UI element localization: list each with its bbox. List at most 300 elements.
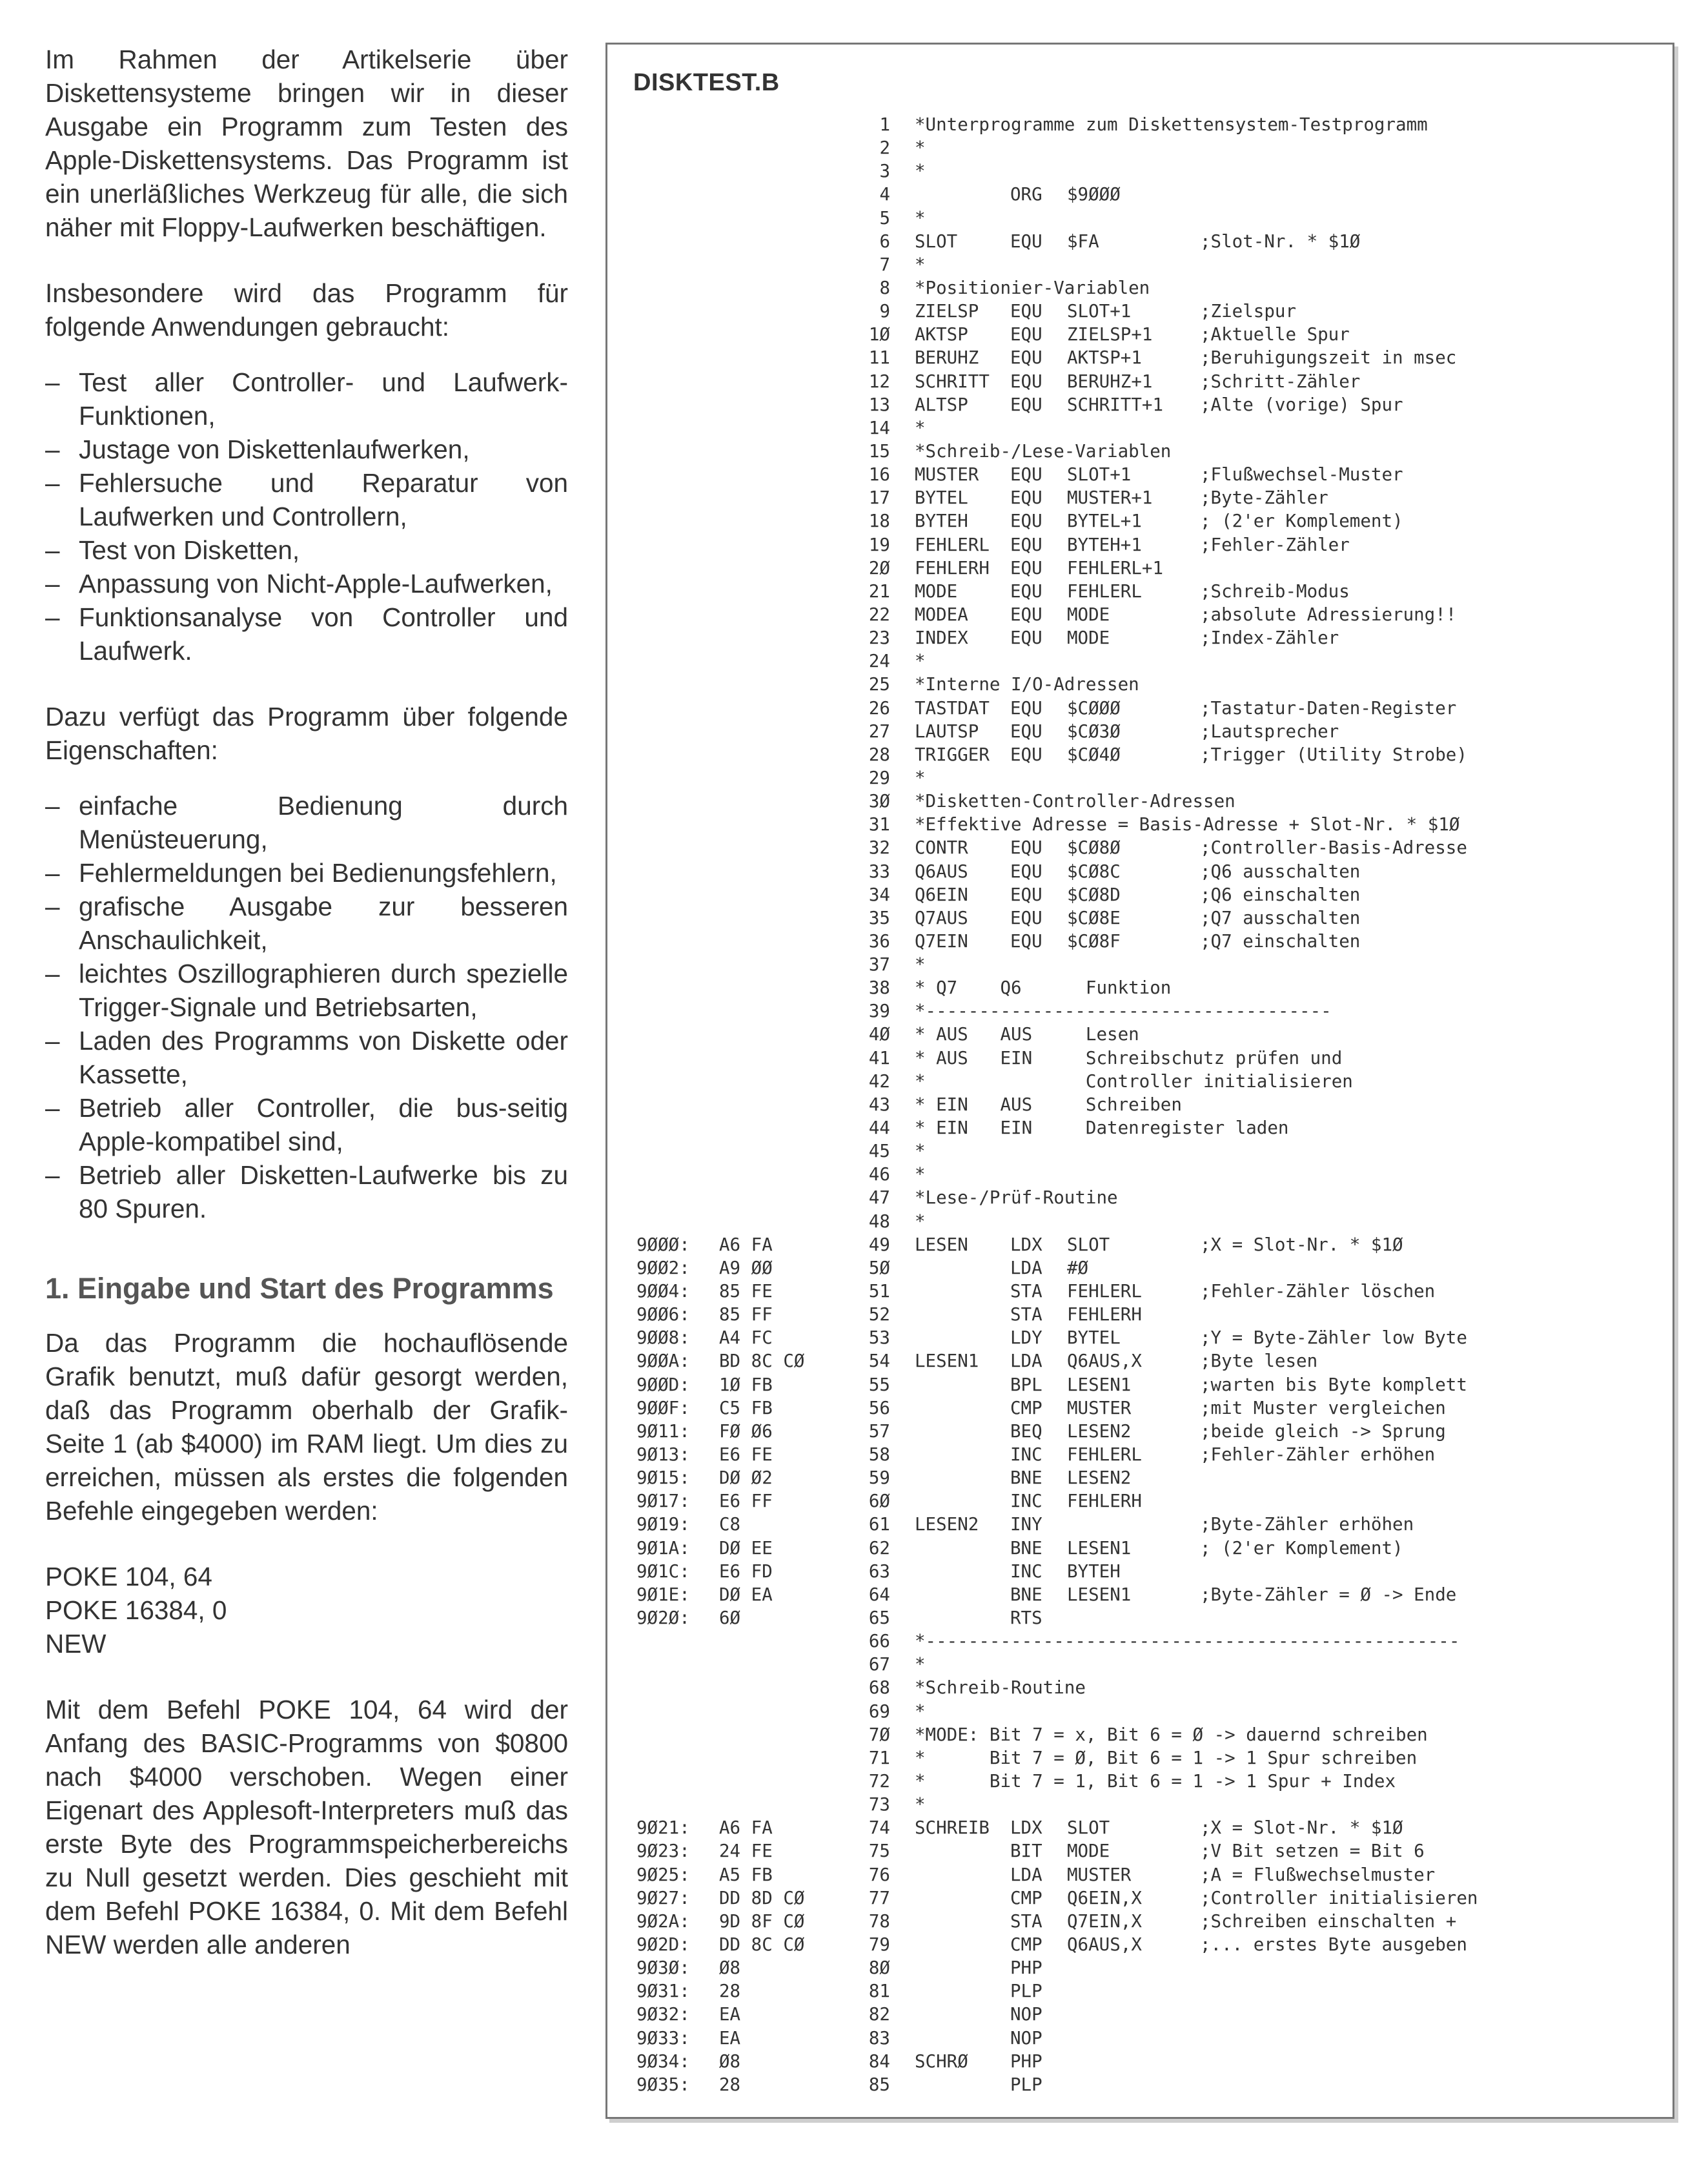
operand: $CØ8F	[1067, 930, 1121, 952]
object-bytes	[719, 1070, 832, 1093]
listing-line	[636, 1210, 1478, 1233]
comment-line: *Schreib-Routine	[915, 1677, 1086, 1699]
listing-line	[636, 276, 1478, 300]
code-label: CONTR	[915, 837, 968, 859]
object-bytes: A5 FB	[719, 1864, 773, 1885]
opcode: LDA	[1010, 1351, 1042, 1372]
comment-line: *Schreib-/Lese-Variablen	[915, 440, 1172, 462]
listing-line	[636, 2050, 1478, 2073]
code-comment: ;Fehler-Zähler erhöhen	[1200, 1444, 1436, 1466]
comment-line: *--------------------------------------	[915, 1001, 1332, 1022]
object-bytes: DD 8C CØ	[719, 1934, 805, 1955]
object-bytes	[719, 1653, 832, 1676]
operand: SLOT	[1067, 1234, 1110, 1255]
memory-address: 9Ø3Ø:	[636, 1957, 690, 1979]
section-heading: 1. Eingabe und Start des Programms	[45, 1272, 554, 1305]
line-number: 47	[868, 1187, 890, 1209]
opcode: PHP	[1010, 1957, 1042, 1979]
code-label: LESEN2	[915, 1514, 979, 1535]
object-bytes	[719, 440, 832, 463]
object-bytes	[719, 533, 832, 557]
opcode: LDA	[1010, 1864, 1042, 1885]
opcode: PLP	[1010, 1981, 1042, 2002]
memory-address	[636, 1163, 719, 1186]
code-label	[915, 1979, 1010, 2003]
line-number: 61	[868, 1514, 890, 1535]
opcode: LDX	[1010, 1817, 1042, 1839]
line-number: 19	[868, 534, 890, 555]
object-bytes	[719, 370, 832, 393]
memory-address: 9ØØA:	[636, 1351, 690, 1372]
comment-line: * Q7 Q6 Funktion	[915, 977, 1172, 999]
object-bytes: DØ Ø2	[719, 1467, 773, 1489]
memory-address: 9ØØ6:	[636, 1304, 690, 1325]
object-bytes: Ø8	[719, 2050, 741, 2072]
listing-line	[636, 883, 1478, 906]
object-bytes: DØ EA	[719, 1584, 773, 1605]
memory-address: 9Ø34:	[636, 2050, 690, 2072]
object-bytes	[719, 486, 832, 509]
line-number: 63	[868, 1560, 890, 1582]
line-number: 55	[868, 1374, 890, 1395]
comment-line: *	[915, 1794, 926, 1815]
object-bytes: FØ Ø6	[719, 1420, 773, 1442]
object-bytes: 85 FF	[719, 1304, 773, 1325]
opcode: CMP	[1010, 1397, 1042, 1418]
memory-address	[636, 1723, 719, 1746]
code-label	[915, 1420, 1010, 1443]
memory-address	[636, 1186, 719, 1209]
memory-address	[636, 253, 719, 276]
object-bytes	[719, 953, 832, 976]
memory-address: 9Ø27:	[636, 1887, 690, 1908]
object-bytes	[719, 1676, 832, 1699]
object-bytes: 28	[719, 2074, 741, 2095]
opcode: BNE	[1010, 1584, 1042, 1605]
line-number: 11	[868, 347, 890, 369]
listing-line	[636, 1793, 1478, 1816]
memory-address	[636, 1116, 719, 1140]
object-bytes: 28	[719, 1981, 741, 2002]
listing-line	[636, 113, 1478, 136]
memory-address: 9Ø31:	[636, 1981, 690, 2002]
line-number: 67	[868, 1654, 890, 1675]
comment-line: *	[915, 207, 926, 229]
operand: $CØ8D	[1067, 884, 1121, 905]
object-bytes	[719, 136, 832, 159]
code-label	[915, 2003, 1010, 2026]
memory-address	[636, 1210, 719, 1233]
operand: $FA	[1067, 230, 1099, 252]
line-number: 5Ø	[868, 1257, 890, 1278]
line-number: 64	[868, 1584, 890, 1605]
operand: MODE	[1067, 1841, 1110, 1862]
memory-address: 9Ø2Ø:	[636, 1608, 690, 1628]
feature-item: – leichtes Oszillographieren durch spezielle Trigger-Signale und Betriebsarten,	[45, 957, 568, 1024]
line-number: 75	[868, 1841, 890, 1862]
code-label	[915, 1839, 1010, 1863]
code-label: MODEA	[915, 604, 968, 625]
listing-line	[636, 1700, 1478, 1723]
use-item: – Funktionsanalyse von Controller und Laufwerk.	[45, 600, 568, 668]
listing-line	[636, 1910, 1478, 1933]
code-comment: ;Q6 einschalten	[1200, 884, 1361, 905]
memory-address	[636, 790, 719, 813]
listing-line	[636, 1630, 1478, 1653]
operand: $CØ8E	[1067, 907, 1121, 928]
line-number: 13	[868, 394, 890, 415]
line-number: 84	[868, 2050, 890, 2072]
code-label	[915, 1303, 1010, 1326]
code-label	[915, 1886, 1010, 1910]
comment-line: * Controller initialisieren	[915, 1070, 1353, 1092]
line-number: 17	[868, 487, 890, 509]
operand: SCHRITT+1	[1067, 394, 1164, 415]
line-number: 57	[868, 1420, 890, 1442]
line-number: 48	[868, 1211, 890, 1232]
memory-address: 9ØØØ:	[636, 1234, 690, 1255]
object-bytes	[719, 883, 832, 906]
listing-line	[636, 1583, 1478, 1606]
memory-address	[636, 557, 719, 580]
memory-address	[636, 1793, 719, 1816]
listing-line	[636, 1979, 1478, 2003]
memory-address	[636, 813, 719, 836]
opcode: PLP	[1010, 2074, 1042, 2095]
code-comment: ;X = Slot-Nr. * $1Ø	[1200, 1234, 1403, 1255]
code-label: FEHLERH	[915, 557, 990, 578]
comment-line: *	[915, 1141, 926, 1162]
operand: MODE	[1067, 604, 1110, 625]
opcode: LDA	[1010, 1257, 1042, 1278]
code-comment: ;Q7 ausschalten	[1200, 907, 1361, 928]
operand: BYTEL+1	[1067, 511, 1142, 532]
code-comment: ;Q6 ausschalten	[1200, 861, 1361, 882]
comment-line: *	[915, 417, 926, 438]
code-label	[915, 2073, 1010, 2096]
code-comment: ;Aktuelle Spur	[1200, 324, 1350, 345]
object-bytes	[719, 300, 832, 323]
object-bytes	[719, 253, 832, 276]
code-comment: ;Flußwechsel-Muster	[1200, 464, 1403, 485]
line-number: 3	[879, 161, 890, 182]
code-comment: ;Zielspur	[1200, 301, 1297, 322]
operand: $CØ8C	[1067, 861, 1121, 882]
opcode: BEQ	[1010, 1420, 1042, 1442]
comment-line: *	[915, 1164, 926, 1185]
listing-line	[636, 1349, 1478, 1373]
operand	[1067, 1956, 1200, 1979]
line-number: 21	[868, 580, 890, 602]
code-comment: ;A = Flußwechselmuster	[1200, 1864, 1436, 1885]
object-bytes: EA	[719, 2027, 741, 2049]
memory-address: 9ØØD:	[636, 1374, 690, 1395]
object-bytes	[719, 159, 832, 183]
listing-line	[636, 1466, 1478, 1489]
operand: SLOT+1	[1067, 301, 1132, 322]
memory-address: 9Ø11:	[636, 1420, 690, 1442]
code-comment: ;Tastatur-Daten-Register	[1200, 697, 1457, 719]
listing-line	[636, 1723, 1478, 1746]
memory-address	[636, 323, 719, 346]
listing-line	[636, 1420, 1478, 1443]
opcode: BPL	[1010, 1374, 1042, 1395]
code-label	[915, 1863, 1010, 1886]
object-bytes: EA	[719, 2004, 741, 2025]
line-number: 23	[868, 628, 890, 649]
object-bytes	[719, 860, 832, 883]
feature-item: – Betrieb aller Controller, die bus-seitig Apple-kompatibel sind,	[45, 1091, 568, 1158]
line-number: 39	[868, 1001, 890, 1022]
operand: FEHLERH	[1067, 1304, 1142, 1325]
memory-address: 9Ø32:	[636, 2004, 690, 2025]
line-number: 62	[868, 1537, 890, 1559]
opcode: EQU	[1010, 394, 1042, 415]
object-bytes	[719, 1210, 832, 1233]
operand	[1067, 1513, 1200, 1536]
listing-line	[636, 1513, 1478, 1536]
listing-line	[636, 906, 1478, 930]
listing-line	[636, 976, 1478, 999]
operand: LESEN1	[1067, 1537, 1132, 1559]
object-bytes	[719, 626, 832, 649]
object-bytes	[719, 1630, 832, 1653]
memory-address	[636, 743, 719, 766]
line-number: 14	[868, 417, 890, 438]
line-number: 18	[868, 511, 890, 532]
listing-line	[636, 2027, 1478, 2050]
listing-line	[636, 463, 1478, 486]
line-number: 43	[868, 1094, 890, 1115]
uses-list	[45, 365, 568, 668]
opcode: EQU	[1010, 464, 1042, 485]
code-comment: ;Q7 einschalten	[1200, 930, 1361, 952]
code-comment: ;Fehler-Zähler löschen	[1200, 1281, 1436, 1302]
opcode: CMP	[1010, 1887, 1042, 1908]
line-number: 65	[868, 1608, 890, 1628]
listing-line	[636, 509, 1478, 533]
opcode: EQU	[1010, 580, 1042, 602]
line-number: 36	[868, 930, 890, 952]
listing-line	[636, 813, 1478, 836]
line-number: 53	[868, 1327, 890, 1349]
listing-line	[636, 1489, 1478, 1513]
listing-line	[636, 1839, 1478, 1863]
code-label	[915, 1373, 1010, 1396]
listing-line	[636, 1560, 1478, 1583]
object-bytes	[719, 1163, 832, 1186]
code-comment: ; (2'er Komplement)	[1200, 511, 1403, 532]
memory-address	[636, 346, 719, 369]
listing-line	[636, 1537, 1478, 1560]
object-bytes: DØ EE	[719, 1537, 773, 1559]
listing-line	[636, 1770, 1478, 1793]
object-bytes: 24 FE	[719, 1841, 773, 1862]
comment-line: *Effektive Adresse = Basis-Adresse + Slot-Nr. * $1Ø	[915, 814, 1460, 835]
listing-line	[636, 136, 1478, 159]
operand: SLOT	[1067, 1817, 1110, 1839]
code-label: LESEN	[915, 1234, 968, 1255]
code-label	[915, 1280, 1010, 1303]
listing-line	[636, 580, 1478, 603]
operand: LESEN1	[1067, 1584, 1132, 1605]
operand: MUSTER	[1067, 1397, 1132, 1418]
opcode: EQU	[1010, 511, 1042, 532]
listing-line	[636, 1863, 1478, 1886]
memory-address	[636, 580, 719, 603]
line-number: 2Ø	[868, 557, 890, 578]
object-bytes	[719, 673, 832, 696]
operand: $CØØØ	[1067, 697, 1121, 719]
code-comment: ;absolute Adressierung!!	[1200, 604, 1457, 625]
opcode: EQU	[1010, 861, 1042, 882]
memory-address	[636, 1047, 719, 1070]
opcode: LDY	[1010, 1327, 1042, 1349]
listing-line	[636, 1746, 1478, 1770]
listing-line	[636, 1326, 1478, 1349]
opcode: BIT	[1010, 1841, 1042, 1862]
opcode: EQU	[1010, 884, 1042, 905]
listing-line	[636, 1093, 1478, 1116]
line-number: 26	[868, 697, 890, 719]
features-list	[45, 789, 568, 1225]
listing-line	[636, 1140, 1478, 1163]
operand: LESEN1	[1067, 1374, 1132, 1395]
comment-line: *	[915, 254, 926, 275]
object-bytes	[719, 1746, 832, 1770]
operand: LESEN2	[1067, 1420, 1132, 1442]
comment-line: *Positionier-Variablen	[915, 277, 1150, 298]
object-bytes: 85 FE	[719, 1281, 773, 1302]
opcode: EQU	[1010, 721, 1042, 742]
line-number: 22	[868, 604, 890, 625]
listing-line	[636, 743, 1478, 766]
code-label	[915, 2027, 1010, 2050]
object-bytes	[719, 1023, 832, 1046]
line-number: 33	[868, 861, 890, 882]
code-label	[915, 1956, 1010, 1979]
opcode: EQU	[1010, 534, 1042, 555]
memory-address	[636, 486, 719, 509]
listing-line	[636, 557, 1478, 580]
line-number: 74	[868, 1817, 890, 1839]
opcode: NOP	[1010, 2027, 1042, 2049]
listing-line	[636, 626, 1478, 649]
uses-intro: Insbesondere wird das Programm für folgende Anwendungen gebraucht:	[45, 278, 568, 342]
memory-address: 9Ø2A:	[636, 1910, 690, 1932]
memory-address	[636, 183, 719, 206]
line-number: 3Ø	[868, 791, 890, 812]
operand: Q7EIN,X	[1067, 1910, 1142, 1932]
object-bytes	[719, 720, 832, 743]
line-number: 79	[868, 1934, 890, 1955]
object-bytes	[719, 580, 832, 603]
memory-address: 9Ø35:	[636, 2074, 690, 2095]
listing-line	[636, 1280, 1478, 1303]
object-bytes: 1Ø FB	[719, 1374, 773, 1395]
line-number: 6Ø	[868, 1491, 890, 1512]
object-bytes	[719, 1093, 832, 1116]
code-comment: ;Alte (vorige) Spur	[1200, 394, 1403, 415]
memory-address	[636, 1093, 719, 1116]
comment-line: * AUS AUS Lesen	[915, 1024, 1139, 1045]
basic-command: POKE 104, 64	[45, 1562, 212, 1591]
opcode: EQU	[1010, 628, 1042, 649]
memory-address: 9Ø15:	[636, 1467, 690, 1489]
memory-address	[636, 136, 719, 159]
comment-line: *--------------------------------------------------	[915, 1631, 1460, 1652]
object-bytes	[719, 999, 832, 1023]
listing-line	[636, 1303, 1478, 1326]
line-number: 46	[868, 1164, 890, 1185]
listing-line	[636, 1023, 1478, 1046]
operand: FEHLERL+1	[1067, 557, 1164, 578]
line-number: 44	[868, 1118, 890, 1139]
memory-address	[636, 113, 719, 136]
article-text-column	[45, 43, 568, 1961]
memory-address	[636, 906, 719, 930]
line-number: 82	[868, 2004, 890, 2025]
opcode: STA	[1010, 1281, 1042, 1302]
object-bytes	[719, 557, 832, 580]
code-comment: ;Byte lesen	[1200, 1351, 1318, 1372]
object-bytes: 6Ø	[719, 1608, 741, 1628]
operand: MUSTER	[1067, 1864, 1132, 1885]
line-number: 49	[868, 1234, 890, 1255]
operand: MUSTER+1	[1067, 487, 1153, 509]
operand: LESEN2	[1067, 1467, 1132, 1489]
listing-line	[636, 300, 1478, 323]
operand: MODE	[1067, 628, 1110, 649]
listing-line	[636, 253, 1478, 276]
opcode: INC	[1010, 1491, 1042, 1512]
line-number: 69	[868, 1701, 890, 1722]
memory-address	[636, 953, 719, 976]
listing-line	[636, 1233, 1478, 1256]
code-label: LAUTSP	[915, 721, 979, 742]
object-bytes	[719, 906, 832, 930]
use-item: – Test aller Controller- und Laufwerk-Funktionen,	[45, 365, 568, 433]
line-number: 54	[868, 1351, 890, 1372]
memory-address	[636, 766, 719, 790]
opcode: RTS	[1010, 1608, 1042, 1628]
line-number: 37	[868, 954, 890, 976]
memory-address	[636, 276, 719, 300]
memory-address	[636, 1070, 719, 1093]
operand	[1067, 2003, 1200, 2026]
opcode: EQU	[1010, 301, 1042, 322]
memory-address: 9ØØ2:	[636, 1257, 690, 1278]
memory-address	[636, 393, 719, 416]
listing-line	[636, 1886, 1478, 1910]
operand: AKTSP+1	[1067, 347, 1142, 369]
operand: BERUHZ+1	[1067, 371, 1153, 392]
operand: $CØ3Ø	[1067, 721, 1121, 742]
code-label	[915, 1396, 1010, 1420]
code-label: MODE	[915, 580, 958, 602]
line-number: 7	[879, 254, 890, 275]
object-bytes	[719, 230, 832, 253]
line-number: 72	[868, 1770, 890, 1792]
opcode: LDX	[1010, 1234, 1042, 1255]
object-bytes: E6 FD	[719, 1560, 773, 1582]
object-bytes: Ø8	[719, 1957, 741, 1979]
memory-address	[636, 860, 719, 883]
code-comment: ;Schritt-Zähler	[1200, 371, 1361, 392]
code-label: TASTDAT	[915, 697, 990, 719]
listing-line	[636, 720, 1478, 743]
listing-line	[636, 1676, 1478, 1699]
